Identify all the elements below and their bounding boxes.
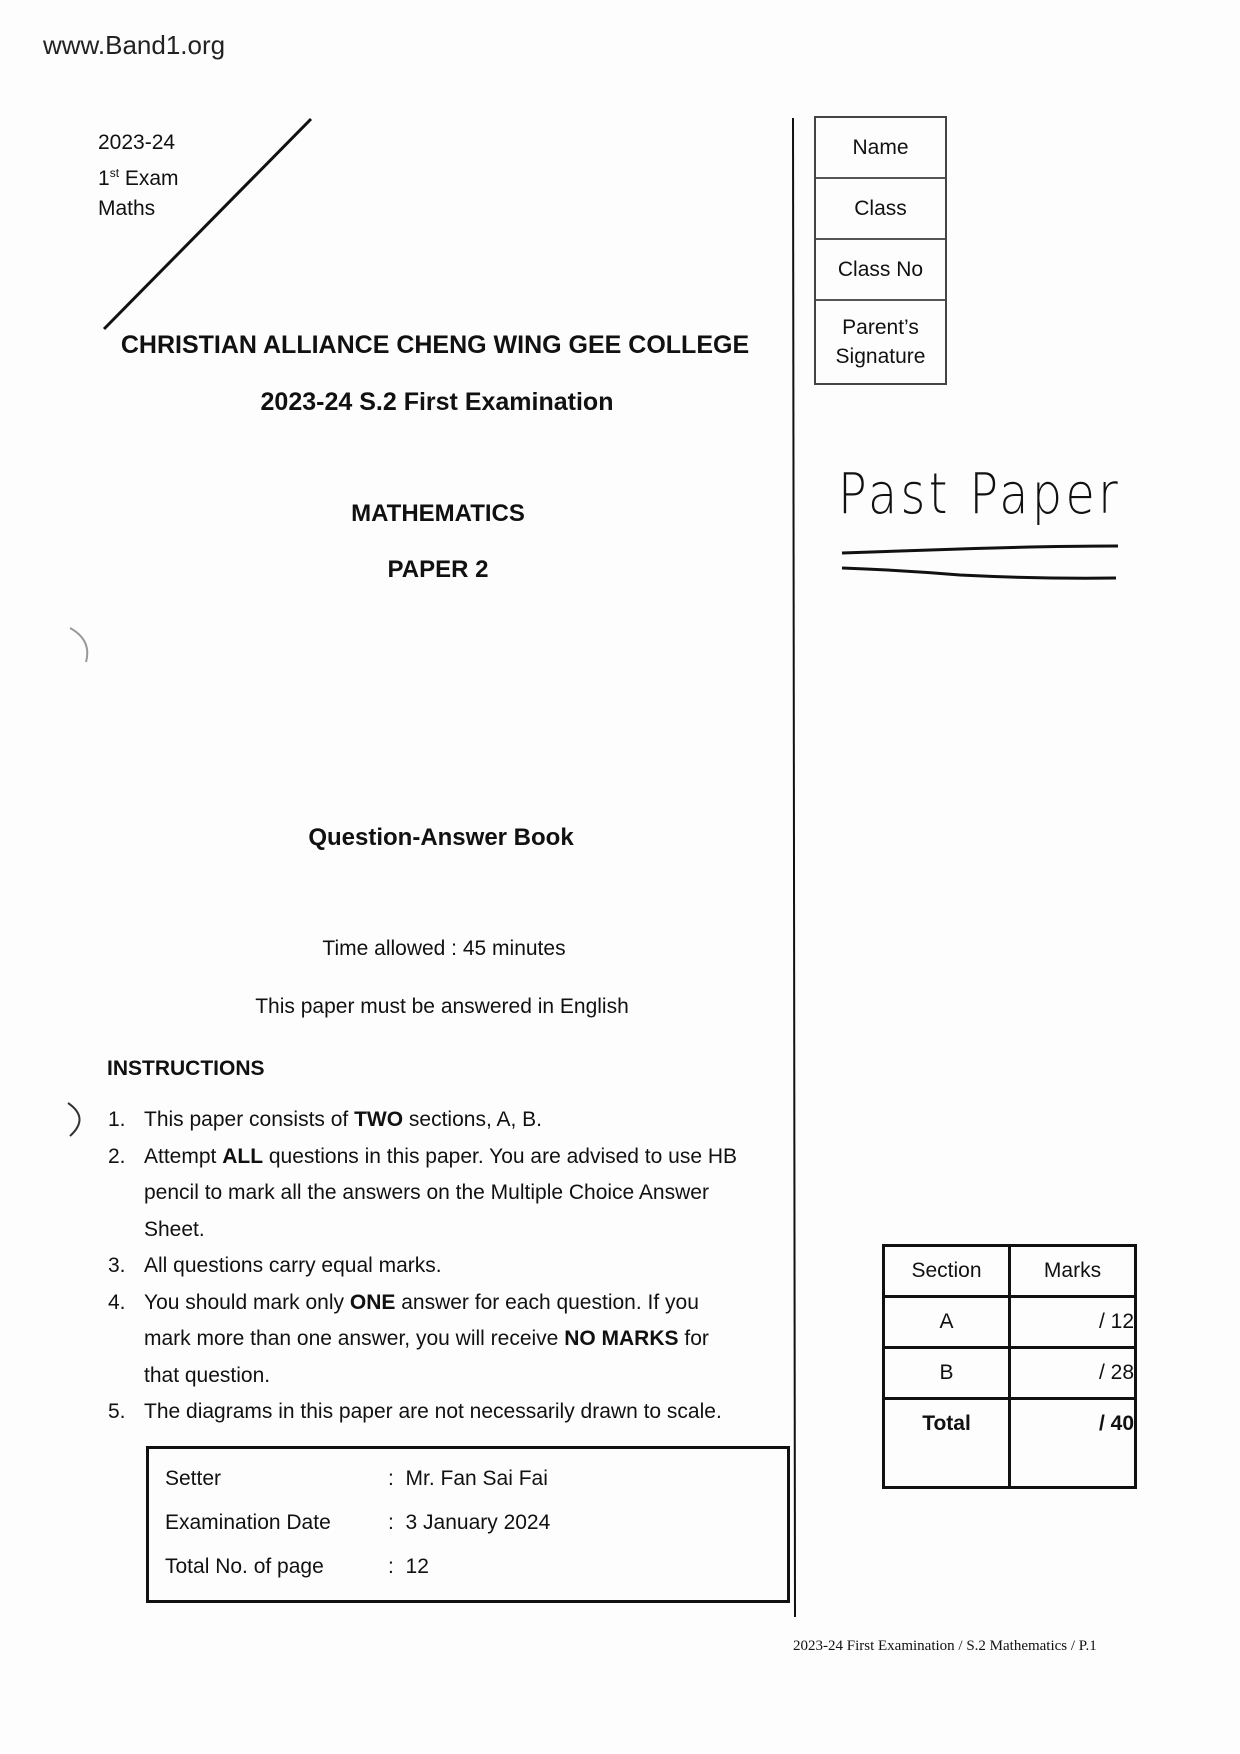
exam-sup: st bbox=[109, 166, 120, 180]
instruction-text: The diagrams in this paper are not necessarily drawn to scale. bbox=[144, 1400, 722, 1423]
instruction-number: 3. bbox=[108, 1254, 126, 1277]
table-header-row bbox=[884, 1246, 1136, 1297]
marks-cell: / 12 bbox=[1010, 1297, 1136, 1348]
info-label: Total No. of page bbox=[165, 1555, 324, 1578]
section-cell: B bbox=[884, 1348, 1010, 1399]
exam-number: 1 bbox=[98, 167, 110, 190]
header-marks: Marks bbox=[1010, 1246, 1136, 1297]
header-section: Section bbox=[884, 1246, 1010, 1297]
marks-table bbox=[882, 1244, 1137, 1489]
page-footer: 2023-24 First Examination / S.2 Mathematics / P.1 bbox=[793, 1638, 1097, 1654]
watermark-url: www.Band1.org bbox=[43, 30, 226, 60]
instruction-text: You should mark only ONE answer for each question. If you bbox=[144, 1290, 699, 1314]
marks-cell: / 40 bbox=[1010, 1399, 1136, 1488]
info-label: Examination Date bbox=[165, 1511, 331, 1534]
instruction-text: Attempt ALL questions in this paper. You are advised to use HB bbox=[144, 1144, 738, 1168]
paper-title: PAPER 2 bbox=[387, 556, 489, 583]
info-row: Examination Date : 3 January 2024 bbox=[165, 1511, 551, 1534]
student-info-box bbox=[814, 116, 947, 385]
class-field[interactable]: Class bbox=[816, 179, 945, 240]
info-value: 3 January 2024 bbox=[405, 1511, 551, 1534]
handwritten-underline bbox=[842, 546, 1118, 553]
time-allowed: Time allowed : 45 minutes bbox=[322, 937, 566, 960]
vertical-divider bbox=[793, 118, 795, 1617]
parent-signature-field[interactable]: Parent’s Signature bbox=[835, 316, 926, 368]
school-name: CHRISTIAN ALLIANCE CHENG WING GEE COLLEGE bbox=[120, 331, 750, 359]
instruction-number: 5. bbox=[108, 1400, 126, 1423]
language-note: This paper must be answered in English bbox=[255, 995, 629, 1018]
instruction-text: mark more than one answer, you will receive NO MARKS for bbox=[144, 1327, 709, 1350]
handwritten-underline bbox=[842, 568, 1116, 578]
instruction-number: 2. bbox=[108, 1144, 126, 1168]
instruction-text: This paper consists of TWO sections, A, B. bbox=[144, 1108, 542, 1131]
instructions-title: INSTRUCTIONS bbox=[107, 1057, 265, 1080]
marks-cell: / 28 bbox=[1010, 1348, 1136, 1399]
instruction-text: Sheet. bbox=[144, 1217, 205, 1241]
handwritten-past-paper: Past Paper bbox=[838, 462, 1122, 527]
exam-title: 2023-24 S.2 First Examination bbox=[260, 388, 614, 416]
corner-subject: Maths bbox=[98, 197, 156, 220]
info-label: Setter bbox=[165, 1467, 222, 1490]
instruction-number: 4. bbox=[108, 1290, 126, 1314]
punch-hole-mark bbox=[68, 1103, 80, 1136]
punch-hole-mark bbox=[70, 628, 87, 662]
info-value: Mr. Fan Sai Fai bbox=[405, 1467, 548, 1490]
table-row bbox=[884, 1348, 1136, 1399]
instruction-text: pencil to mark all the answers on the Multiple Choice Answer bbox=[144, 1181, 709, 1204]
section-cell: Total bbox=[884, 1399, 1010, 1488]
exam-word: Exam bbox=[119, 167, 179, 190]
exam-info-box bbox=[146, 1446, 790, 1603]
instruction-text: All questions carry equal marks. bbox=[144, 1254, 442, 1277]
instruction-number: 1. bbox=[108, 1108, 126, 1131]
section-cell: A bbox=[884, 1297, 1010, 1348]
name-field[interactable]: Name bbox=[816, 118, 945, 179]
book-title: Question-Answer Book bbox=[308, 824, 574, 851]
table-row bbox=[884, 1297, 1136, 1348]
subject-title: MATHEMATICS bbox=[351, 500, 525, 527]
corner-year: 2023-24 bbox=[98, 131, 176, 154]
info-row: Total No. of page : 12 bbox=[165, 1555, 429, 1578]
instruction-text: that question. bbox=[144, 1363, 271, 1387]
info-value: 12 bbox=[405, 1555, 429, 1578]
class-no-field[interactable]: Class No bbox=[816, 240, 945, 301]
table-row bbox=[884, 1399, 1136, 1488]
diagonal-stroke bbox=[104, 119, 311, 329]
info-row: Setter : Mr. Fan Sai Fai bbox=[165, 1467, 548, 1490]
